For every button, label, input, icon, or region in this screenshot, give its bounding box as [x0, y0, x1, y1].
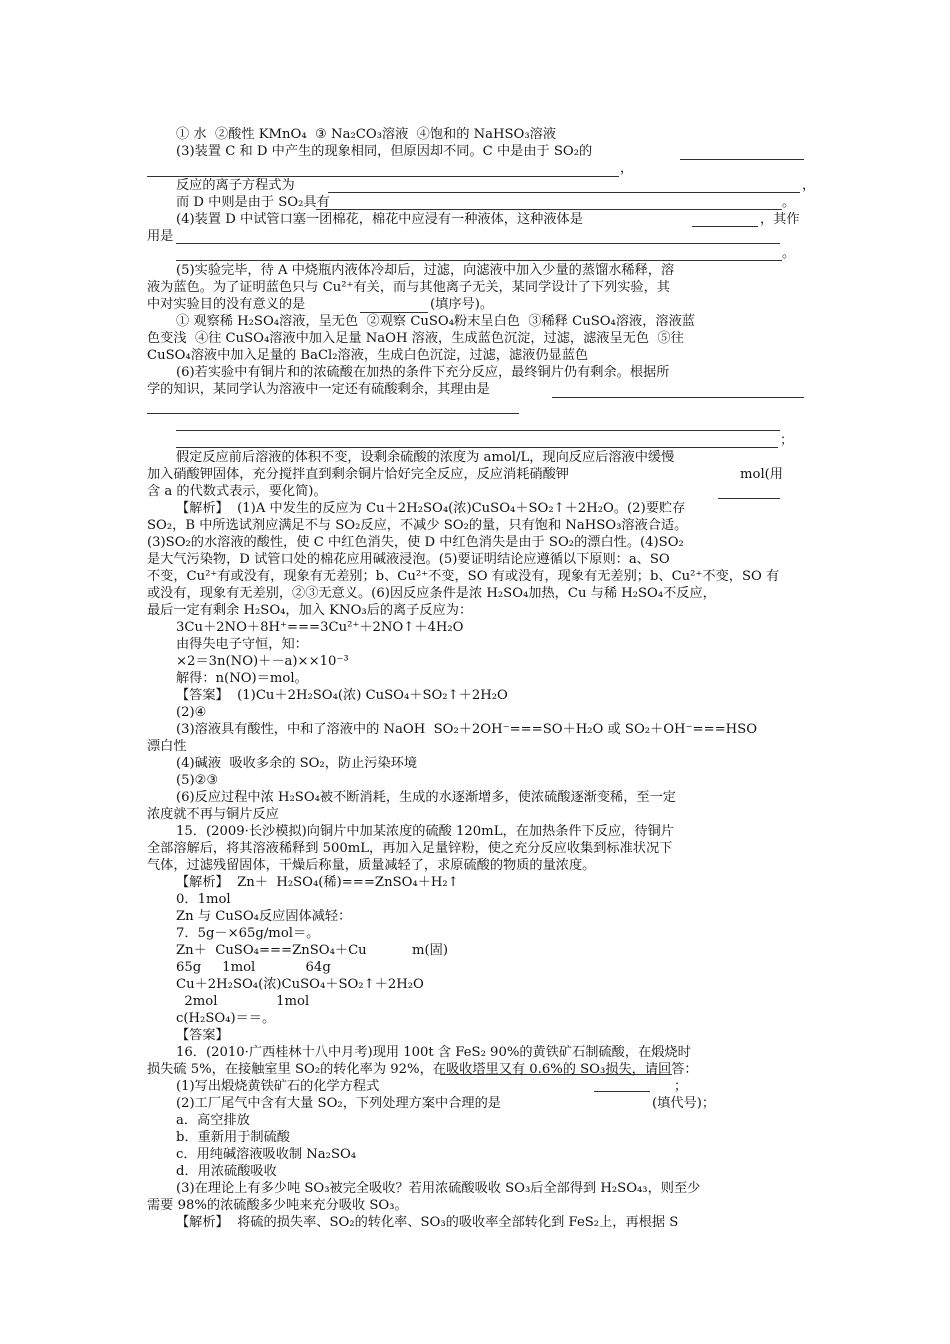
equation-line: 65g 1mol 64g	[176, 960, 331, 975]
analysis-text: 不变，Cu²⁺有或没有，现象有无差别；b、Cu²⁺不变，SO 有或没有，现象有无差别；b、Cu²⁺不变，SO 有	[147, 569, 780, 584]
punctuation: 。	[782, 195, 796, 210]
answer-text: (3)溶液具有酸性，中和了溶液中的 NaOH SO₂＋2OH⁻===SO＋H₂O 或 SO₂＋OH⁻===HSO	[176, 722, 758, 737]
answer-blank[interactable]	[692, 226, 758, 227]
question-text: ，其作	[760, 212, 800, 227]
equation-line: m(固)	[412, 943, 448, 958]
answer-text: 漂白性	[147, 739, 187, 754]
answer-text: (6)反应过程中浓 H₂SO₄被不断消耗，生成的水逐渐增多，使浓硫酸逐渐变稀，至一定	[176, 790, 676, 805]
answer-text: 【答案】 (1)Cu＋2H₂SO₄(浓) CuSO₄＋SO₂↑＋2H₂O	[176, 688, 508, 703]
answer-blank[interactable]	[328, 192, 800, 193]
analysis-text: 【解析】 Zn＋ H₂SO₄(稀)===ZnSO₄＋H₂↑	[176, 875, 459, 890]
equation-line: 2mol 1mol	[176, 994, 310, 1009]
answer-blank[interactable]	[718, 498, 780, 499]
option-line: CuSO₄溶液中加入足量的 BaCl₂溶液，生成白色沉淀，过滤，滤液仍显蓝色	[147, 348, 589, 363]
answer-blank[interactable]	[176, 260, 782, 261]
question-text: (2)工厂尾气中含有大量 SO₂，下列处理方案中合理的是	[176, 1096, 501, 1111]
analysis-text: 由得失电子守恒，知：	[176, 637, 308, 652]
option-line: c．用纯碱溶液吸收制 Na₂SO₄	[176, 1147, 357, 1162]
analysis-text: 0．1mol	[176, 892, 231, 907]
equation-line: ×2＝3n(NO)＋－a)××10⁻³	[176, 654, 349, 669]
equation-line: Cu＋2H₂SO₄(浓)CuSO₄＋SO₂↑＋2H₂O	[176, 977, 424, 992]
answer-blank[interactable]	[176, 430, 780, 431]
question-text: (6)若实验中有铜片和的浓硫酸在加热的条件下充分反应，最终铜片仍有剩余。根据所	[176, 365, 670, 380]
answer-text: (2)④	[176, 705, 207, 720]
question-text: (5)实验完毕，待 A 中烧瓶内液体冷却后，过滤，向滤液中加入少量的蒸馏水稀释，溶	[176, 263, 675, 278]
punctuation: ，	[802, 178, 816, 193]
question-text: 需要 98%的浓硫酸多少吨来充分吸收 SO₃。	[147, 1198, 408, 1213]
question-text: 反应的离子方程式为	[176, 178, 295, 193]
analysis-text: 或没有，现象有无差别，②③无意义。(6)因反应条件是浓 H₂SO₄加热，Cu 与稀 H₂SO₄不反应，	[147, 586, 716, 601]
analysis-text: SO₂，B 中所选试剂应满足不与 SO₂反应，不减少 SO₂的量，只有饱和 NaHSO₃溶液合适。	[147, 518, 688, 533]
question-text: 学的知识，某同学认为溶液中一定还有硫酸剩余，其理由是	[147, 382, 490, 397]
analysis-text: 7．5g－×65g/mol＝。	[176, 926, 320, 941]
analysis-text: 解得：n(NO)＝mol。	[176, 671, 308, 686]
equation-line: Zn＋ CuSO₄===ZnSO₄＋Cu	[176, 943, 367, 958]
punctuation: 。	[782, 246, 796, 261]
question-text: 加入硝酸钾固体，充分搅拌直到剩余铜片恰好完全反应，反应消耗硝酸钾	[147, 467, 569, 482]
question-text: 含 a 的代数式表示，要化简)。	[147, 484, 327, 499]
answer-text: 【答案】	[176, 1028, 229, 1043]
analysis-text: Zn 与 CuSO₄反应固体减轻：	[176, 909, 352, 924]
analysis-text: 是大气污染物，D 试管口处的棉花应用碱液浸泡。(5)要证明结论应遵循以下原则：a、SO	[147, 552, 670, 567]
question-text: (填代号)；	[652, 1096, 716, 1111]
question-text: 中对实验目的没有意义的是	[147, 297, 306, 312]
analysis-text: 【解析】 将硫的损失率、SO₂的转化率、SO₃的吸收率全部转化到 FeS₂上，再根据 S	[176, 1215, 679, 1230]
option-line: a．高空排放	[176, 1113, 250, 1128]
option-line: ① 水 ②酸性 KMnO₄ ③ Na₂CO₃溶液 ④饱和的 NaHSO₃溶液	[176, 127, 557, 142]
option-line: ① 观察稀 H₂SO₄溶液，呈无色 ②观察 CuSO₄粉末呈白色 ③稀释 CuSO₄溶液，溶液蓝	[176, 314, 695, 329]
punctuation: ；	[674, 1079, 688, 1094]
analysis-text: (3)SO₂的水溶液的酸性，使 C 中红色消失，使 D 中红色消失是由于 SO₂的漂白性。(4)SO₂	[147, 535, 684, 550]
question-text: mol(用	[740, 467, 783, 482]
question-text: (3)装置 C 和 D 中产生的现象相同，但原因却不同。C 中是由于 SO₂的	[176, 144, 593, 159]
question-text: (填序号)。	[430, 297, 494, 312]
punctuation: ；	[780, 433, 794, 448]
analysis-text: 【解析】 (1)A 中发生的反应为 Cu＋2H₂SO₄(浓)CuSO₄＋SO₂↑＋2H₂O。(2)要贮存	[176, 501, 686, 516]
question-text: (3)在理论上有多少吨 SO₃被完全吸收？若用浓硫酸吸收 SO₃后全部得到 H₂SO₄₃，则至少	[176, 1181, 701, 1196]
answer-blank[interactable]	[147, 413, 519, 414]
answer-blank[interactable]	[594, 1091, 650, 1092]
question-text: 用是	[147, 229, 174, 244]
question-text: (4)装置 D 中试管口塞一团棉花，棉花中应浸有一种液体，这种液体是	[176, 212, 583, 227]
analysis-text: 最后一定有剩余 H₂SO₄，加入 KNO₃后的离子反应为：	[147, 603, 473, 618]
answer-text: 浓度就不再与铜片反应	[147, 807, 279, 822]
question-text: 气体，过滤残留固体，干燥后称量，质量减轻了，求原硫酸的物质的量浓度。	[147, 858, 596, 873]
answer-text: (4)碱液 吸收多余的 SO₂，防止污染环境	[176, 756, 418, 771]
question-text: 15．(2009·长沙模拟)向铜片中加某浓度的硫酸 120mL，在加热条件下反应，待铜片	[176, 824, 674, 839]
question-text: 损失硫 5%，在接触室里 SO₂的转化率为 92%，在吸收塔里又有 0.6%的 SO₃损失，请回答：	[147, 1062, 698, 1077]
punctuation: ，	[620, 161, 634, 176]
question-text: 假定反应前后溶液的体积不变，设剩余硫酸的浓度为 amol/L，现向反应后溶液中缓慢	[176, 450, 675, 465]
option-line: 色变浅 ④往 CuSO₄溶液中加入足量 NaOH 溶液，生成蓝色沉淀，过滤，滤液呈无色 ⑤往	[147, 331, 684, 346]
question-text: 而 D 中则是由于 SO₂具有	[176, 195, 330, 210]
question-text: (1)写出煅烧黄铁矿石的化学方程式	[176, 1079, 380, 1094]
answer-blank[interactable]	[176, 243, 780, 244]
question-text: 16．(2010·广西桂林十八中月考)现用 100t 含 FeS₂ 90%的黄铁矿石制硫酸，在煅烧时	[176, 1045, 691, 1060]
analysis-text: c(H₂SO₄)＝＝。	[176, 1011, 276, 1026]
option-line: b．重新用于制硫酸	[176, 1130, 290, 1145]
answer-blank[interactable]	[316, 209, 782, 210]
answer-text: (5)②③	[176, 773, 219, 788]
option-line: d．用浓硫酸吸收	[176, 1164, 277, 1179]
answer-blank[interactable]	[552, 397, 804, 398]
answer-blank[interactable]	[176, 447, 778, 448]
question-text: 液为蓝色。为了证明蓝色只与 Cu²⁺有关，而与其他离子无关，某同学设计了下列实验，其	[147, 280, 670, 295]
answer-blank[interactable]	[680, 159, 804, 160]
equation-line: 3Cu＋2NO＋8H⁺===3Cu²⁺＋2NO↑＋4H₂O	[176, 620, 464, 635]
question-text: 全部溶解后，将其溶液稀释到 500mL，再加入足量锌粉，使之充分反应收集到标准状况下	[147, 841, 673, 856]
